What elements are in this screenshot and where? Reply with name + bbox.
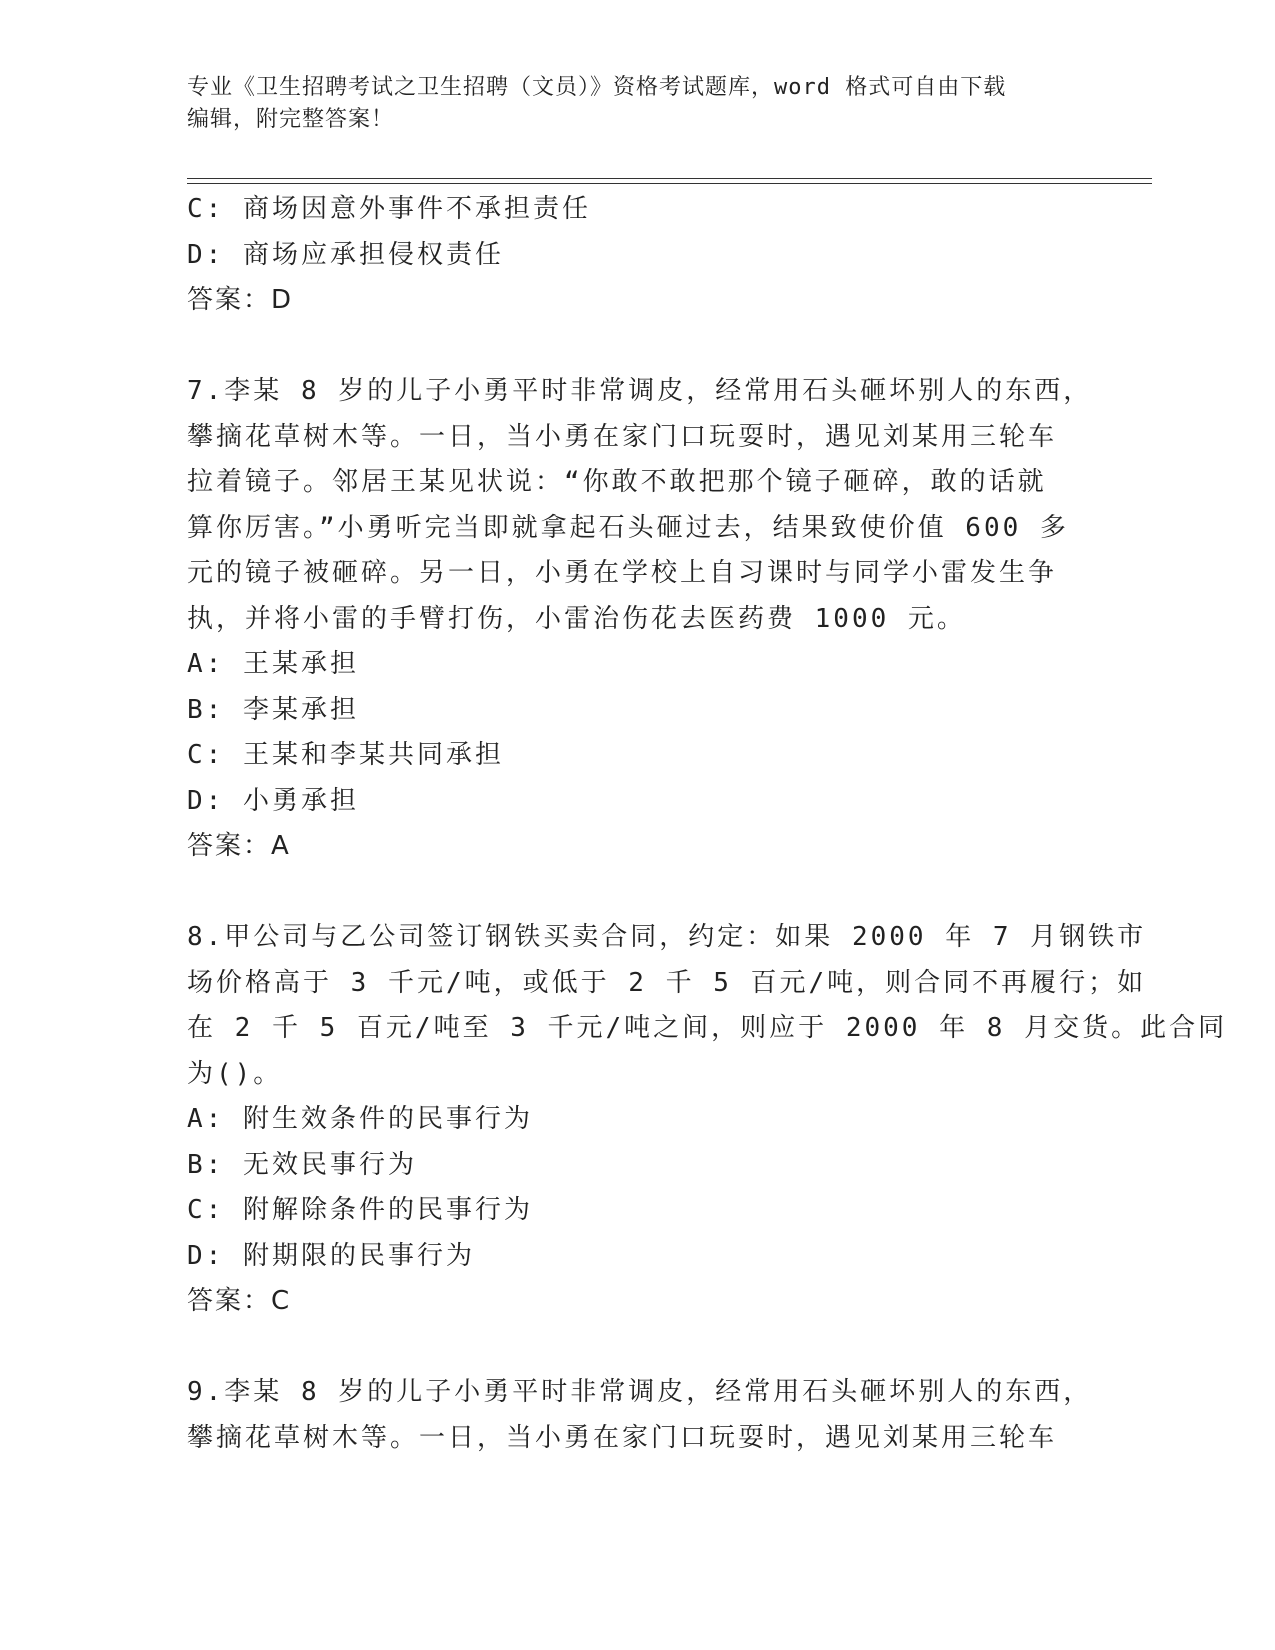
option-d: D: 附期限的民事行为	[187, 1240, 475, 1271]
question-text-line: 攀摘花草树木等。一日，当小勇在家门口玩耍时，遇见刘某用三轮车	[187, 421, 1058, 452]
header-line-1: 专业《卫生招聘考试之卫生招聘（文员）》资格考试题库，word 格式可自由下载	[187, 75, 1007, 100]
option-c: C: 商场因意外事件不承担责任	[187, 194, 591, 224]
question-text-line: 拉着镜子。邻居王某见状说：“你敢不敢把那个镜子砸碎，敢的话就	[187, 467, 1047, 497]
question-text-line: 攀摘花草树木等。一日，当小勇在家门口玩耍时，遇见刘某用三轮车	[187, 1422, 1058, 1453]
question-text-line: 执，并将小雷的手臂打伤，小雷治伤花去医药费 1000 元。	[187, 603, 966, 634]
option-b: B: 李某承担	[187, 694, 359, 725]
question-9	[187, 1370, 1093, 1461]
header-rule-top	[187, 178, 1152, 179]
document-header	[187, 72, 1067, 136]
question-text-line: 8.甲公司与乙公司签订钢铁买卖合同，约定：如果 2000 年 7 月钢铁市	[187, 922, 1147, 952]
spacer	[187, 324, 1087, 370]
option-b: B: 无效民事行为	[187, 1149, 417, 1180]
option-c: C: 王某和李某共同承担	[187, 740, 504, 770]
question-text-line: 场价格高于 3 千元/吨，或低于 2 千 5 百元/吨，则合同不再履行；如	[187, 967, 1147, 998]
spacer	[187, 1325, 1087, 1371]
question-text-line: 为()。	[187, 1058, 283, 1089]
answer-line: 答案：A	[187, 831, 291, 861]
question-7	[187, 369, 1093, 870]
question-text-line: 元的镜子被砸碎。另一日，小勇在学校上自习课时与同学小雷发生争	[187, 558, 1058, 588]
previous-question-options	[187, 187, 1087, 324]
option-a: A: 王某承担	[187, 649, 359, 679]
answer-line: 答案：D	[187, 285, 294, 315]
option-a: A: 附生效条件的民事行为	[187, 1104, 533, 1134]
question-text-line: 9.李某 8 岁的儿子小勇平时非常调皮，经常用石头砸坏别人的东西，	[187, 1377, 1093, 1407]
option-d: D: 商场应承担侵权责任	[187, 239, 504, 270]
spacer	[187, 870, 1087, 916]
document-body	[187, 187, 1228, 1461]
option-d: D: 小勇承担	[187, 785, 359, 816]
question-text-line: 算你厉害。”小勇听完当即就拿起石头砸过去，结果致使价值 600 多	[187, 512, 1069, 543]
header-line-2: 编辑，附完整答案！	[187, 107, 395, 132]
question-text-line: 在 2 千 5 百元/吨至 3 千元/吨之间，则应于 2000 年 8 月交货。此合同	[187, 1013, 1228, 1043]
answer-line: 答案：C	[187, 1286, 292, 1316]
question-text-line: 7.李某 8 岁的儿子小勇平时非常调皮，经常用石头砸坏别人的东西，	[187, 376, 1093, 406]
header-rule-bottom	[187, 183, 1152, 184]
question-8	[187, 915, 1228, 1325]
option-c: C: 附解除条件的民事行为	[187, 1195, 533, 1225]
